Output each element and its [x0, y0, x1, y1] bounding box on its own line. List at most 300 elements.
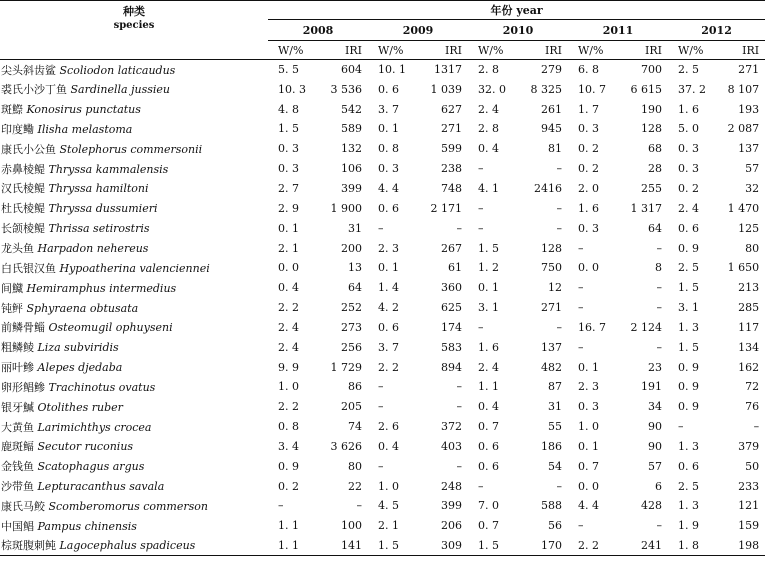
- species-cell: [0, 60, 268, 80]
- iri-cell: 64: [348, 281, 362, 295]
- iri-cell: 2 171: [430, 201, 462, 215]
- species-name-zh: 丽叶鲹: [1, 361, 34, 375]
- species-name-zh: 长颌棱鳀: [1, 222, 45, 236]
- w-percent-cell: 1. 5: [478, 241, 499, 255]
- w-percent-cell: 9. 9: [278, 360, 299, 374]
- w-percent-cell: 10. 1: [378, 63, 406, 77]
- w-percent-cell: –: [478, 320, 484, 334]
- species-name-zh: 汉氏棱鳀: [1, 182, 45, 196]
- iri-cell: 2 087: [727, 122, 760, 136]
- species-header-zh: 种类: [123, 5, 145, 18]
- w-percent-cell: –: [378, 459, 384, 473]
- iri-cell: 68: [648, 142, 662, 156]
- w-percent-cell: 3. 1: [678, 301, 699, 315]
- w-percent-cell: 0. 8: [278, 420, 299, 434]
- species-name-latin: Thryssa hamiltoni: [48, 182, 149, 196]
- w-percent-cell: 0. 6: [478, 459, 499, 473]
- species-name-zh: 鹿斑鲾: [1, 440, 34, 454]
- w-percent-cell: 0. 7: [478, 420, 499, 434]
- iri-cell: 1 900: [330, 201, 362, 215]
- w-percent-cell: 2. 2: [578, 538, 599, 552]
- iri-cell: 372: [441, 420, 462, 434]
- iri-cell: 8 325: [530, 82, 562, 96]
- w-percent-cell: 0. 3: [578, 122, 599, 136]
- w-percent-cell: 37. 2: [678, 82, 706, 96]
- table-row: [0, 278, 765, 298]
- w-percent-cell: 0. 6: [678, 459, 699, 473]
- w-percent-cell: –: [478, 479, 484, 493]
- w-percent-cell: 2. 8: [478, 122, 499, 136]
- w-percent-cell: 0. 1: [578, 360, 599, 374]
- w-percent-cell: 1. 2: [478, 261, 499, 275]
- iri-cell: –: [753, 420, 760, 434]
- w-percent-cell: 5. 0: [678, 122, 699, 136]
- iri-cell: 241: [641, 538, 662, 552]
- w-percent-cell: 4. 4: [378, 181, 399, 195]
- w-percent-cell: 0. 3: [678, 162, 699, 176]
- species-name-latin: Scatophagus argus: [37, 460, 145, 474]
- species-name-latin: Trachinotus ovatus: [48, 380, 156, 394]
- w-percent-cell: 2. 1: [278, 241, 299, 255]
- species-name-zh: 裘氏小沙丁鱼: [1, 83, 67, 97]
- w-percent-cell: 2. 5: [678, 261, 699, 275]
- table-row: [0, 397, 765, 417]
- species-name-latin: Sphyraena obtusata: [26, 301, 139, 315]
- w-percent-cell: 1. 9: [678, 519, 699, 533]
- iri-cell: –: [456, 380, 462, 394]
- iri-cell: 599: [441, 142, 462, 156]
- species-name-zh: 尖头斜齿鲨: [1, 63, 56, 77]
- iri-cell: 80: [745, 241, 760, 255]
- iri-cell: –: [556, 221, 562, 235]
- species-cell: [0, 337, 268, 357]
- species-cell: [0, 536, 268, 556]
- species-cell: [0, 437, 268, 457]
- iri-cell: 1 039: [430, 82, 462, 96]
- w-percent-cell: –: [578, 241, 584, 255]
- table-row: [0, 60, 765, 80]
- table-row: [0, 139, 765, 159]
- year-header-2010: 2010: [468, 20, 568, 41]
- species-cell: [0, 317, 268, 337]
- iri-cell: 542: [341, 102, 362, 116]
- species-name-latin: Thryssa dussumieri: [48, 202, 158, 216]
- species-cell: [0, 397, 268, 417]
- w-percent-cell: –: [678, 420, 684, 434]
- w-percent-cell: 1. 3: [678, 499, 699, 513]
- species-cell: [0, 139, 268, 159]
- year-header-2008: 2008: [268, 20, 368, 41]
- iri-cell: 32: [745, 181, 760, 195]
- species-cell: [0, 476, 268, 496]
- w-percent-cell: 0. 1: [578, 439, 599, 453]
- w-percent-cell: 32. 0: [478, 82, 506, 96]
- species-name-zh: 印度鳓: [1, 122, 34, 136]
- w-percent-cell: –: [578, 301, 584, 315]
- iri-cell: 190: [641, 102, 662, 116]
- w-percent-cell: 0. 0: [578, 261, 599, 275]
- iri-cell: 87: [548, 380, 562, 394]
- species-name-latin: Sardinella jussieu: [70, 83, 170, 97]
- iri-cell: 1 317: [630, 201, 662, 215]
- iri-cell: 31: [348, 221, 362, 235]
- w-percent-cell: 2. 2: [278, 400, 299, 414]
- w-percent-cell: 0. 4: [378, 439, 399, 453]
- iri-cell: 28: [648, 162, 662, 176]
- species-name-zh: 银牙鰔: [1, 400, 34, 414]
- iri-cell: 206: [441, 519, 462, 533]
- species-cell: [0, 298, 268, 318]
- iri-cell: 205: [341, 400, 362, 414]
- iri-cell: 56: [548, 519, 562, 533]
- iri-cell: 238: [441, 162, 462, 176]
- iri-cell: 50: [745, 459, 760, 473]
- w-percent-cell: 2. 5: [678, 63, 699, 77]
- w-percent-cell: –: [378, 221, 384, 235]
- iri-cell: 403: [441, 439, 462, 453]
- iri-cell: 134: [738, 340, 760, 354]
- iri-cell: 90: [648, 439, 662, 453]
- w-percent-cell: 1. 5: [278, 122, 299, 136]
- iri-cell: 700: [641, 63, 662, 77]
- w-percent-cell: 0. 4: [478, 142, 499, 156]
- w-percent-cell: 0. 1: [278, 221, 299, 235]
- species-name-latin: Scomberomorus commerson: [48, 499, 208, 513]
- table-row: [0, 179, 765, 199]
- iri-cell: 945: [541, 122, 562, 136]
- w-percent-cell: –: [478, 201, 484, 215]
- species-cell: [0, 417, 268, 437]
- w-percent-cell: 2. 0: [578, 181, 599, 195]
- iri-cell: 399: [441, 499, 462, 513]
- w-percent-cell: –: [378, 400, 384, 414]
- iri-cell: 90: [648, 420, 662, 434]
- w-percent-cell: 5. 5: [278, 63, 299, 77]
- species-cell: [0, 119, 268, 139]
- table-row: [0, 456, 765, 476]
- iri-cell: 80: [348, 459, 362, 473]
- species-name-latin: Stolephorus commersonii: [59, 142, 203, 156]
- iri-cell: 57: [648, 459, 662, 473]
- species-name-latin: Hemiramphus intermedius: [26, 281, 177, 295]
- species-cell: [0, 357, 268, 377]
- iri-cell: 583: [441, 340, 462, 354]
- iri-cell: 12: [548, 281, 562, 295]
- species-name-zh: 中国鲳: [1, 519, 34, 533]
- table-row: [0, 119, 765, 139]
- species-name-latin: Thrissa setirostris: [48, 222, 150, 236]
- w-percent-cell: 1. 5: [478, 538, 499, 552]
- iri-cell: 273: [341, 320, 362, 334]
- w-percent-cell: 1. 6: [478, 340, 499, 354]
- species-cell: [0, 456, 268, 476]
- w-percent-cell: 0. 3: [678, 142, 699, 156]
- iri-cell: 191: [641, 380, 662, 394]
- w-percent-cell: 1. 1: [278, 519, 299, 533]
- iri-cell: 399: [341, 181, 362, 195]
- w-percent-cell: 3. 1: [478, 301, 499, 315]
- species-cell: [0, 496, 268, 516]
- w-percent-cell: 1. 5: [678, 340, 699, 354]
- iri-cell: 61: [448, 261, 462, 275]
- w-percent-cell: 2. 4: [478, 102, 499, 116]
- iri-cell: 625: [441, 301, 462, 315]
- w-percent-cell: 2. 8: [478, 63, 499, 77]
- w-percent-cell: 0. 2: [678, 181, 699, 195]
- w-percent-cell: 4. 1: [478, 181, 499, 195]
- w-percent-cell: 1. 6: [578, 201, 599, 215]
- species-cell: [0, 516, 268, 536]
- iri-cell: 1 650: [727, 261, 760, 275]
- w-percent-cell: 16. 7: [578, 320, 606, 334]
- w-percent-header-2012: W/%: [668, 41, 716, 60]
- species-cell: [0, 238, 268, 258]
- iri-cell: 6 615: [630, 82, 662, 96]
- table-row: [0, 298, 765, 318]
- w-percent-cell: 1. 8: [678, 538, 699, 552]
- w-percent-header-2008: W/%: [268, 41, 318, 60]
- iri-cell: 128: [541, 241, 562, 255]
- iri-cell: 137: [541, 340, 562, 354]
- iri-cell: 86: [348, 380, 362, 394]
- w-percent-cell: 0. 4: [278, 281, 299, 295]
- iri-header-2011: IRI: [618, 41, 668, 60]
- w-percent-cell: –: [278, 499, 284, 513]
- table-row: [0, 476, 765, 496]
- w-percent-cell: 0. 9: [678, 241, 699, 255]
- iri-cell: –: [656, 301, 662, 315]
- w-percent-cell: 0. 9: [678, 380, 699, 394]
- iri-cell: 57: [745, 162, 760, 176]
- iri-cell: 81: [548, 142, 562, 156]
- w-percent-header-2011: W/%: [568, 41, 618, 60]
- species-name-latin: Ilisha melastoma: [37, 122, 133, 136]
- w-percent-cell: 3. 4: [278, 439, 299, 453]
- w-percent-cell: 1. 4: [378, 281, 399, 295]
- w-percent-cell: 0. 4: [478, 400, 499, 414]
- iri-header-2012: IRI: [716, 41, 765, 60]
- w-percent-cell: 0. 2: [578, 162, 599, 176]
- iri-cell: 22: [348, 479, 362, 493]
- iri-cell: 64: [648, 221, 662, 235]
- iri-cell: 106: [341, 162, 362, 176]
- species-name-zh: 前鳞骨鲻: [1, 321, 45, 335]
- iri-cell: 252: [341, 301, 362, 315]
- table-row: [0, 496, 765, 516]
- iri-cell: 74: [348, 420, 362, 434]
- iri-cell: 23: [648, 360, 662, 374]
- w-percent-cell: 2. 2: [278, 301, 299, 315]
- table-row: [0, 357, 765, 377]
- w-percent-cell: 7. 0: [478, 499, 499, 513]
- w-percent-cell: 2. 4: [678, 201, 699, 215]
- w-percent-cell: 0. 3: [278, 142, 299, 156]
- w-percent-cell: 2. 4: [278, 320, 299, 334]
- iri-cell: 894: [441, 360, 462, 374]
- iri-cell: 588: [541, 499, 562, 513]
- species-cell: [0, 258, 268, 278]
- w-percent-cell: 0. 0: [578, 479, 599, 493]
- w-percent-cell: 0. 3: [378, 162, 399, 176]
- w-percent-cell: 10. 7: [578, 82, 606, 96]
- table-row: [0, 437, 765, 457]
- w-percent-cell: 1. 5: [378, 538, 399, 552]
- iri-cell: 174: [441, 320, 462, 334]
- w-percent-cell: 1. 7: [578, 102, 599, 116]
- iri-cell: 428: [641, 499, 662, 513]
- species-name-latin: Lepturacanthus savala: [37, 480, 165, 494]
- iri-cell: 162: [738, 360, 760, 374]
- species-name-latin: Thryssa kammalensis: [48, 162, 169, 176]
- w-percent-cell: 0. 2: [278, 479, 299, 493]
- table-row: [0, 238, 765, 258]
- w-percent-cell: 0. 6: [378, 320, 399, 334]
- w-percent-header-2010: W/%: [468, 41, 518, 60]
- w-percent-cell: 0. 7: [578, 459, 599, 473]
- iri-cell: 55: [548, 420, 562, 434]
- species-name-zh: 沙带鱼: [1, 480, 34, 494]
- w-percent-cell: 6. 8: [578, 63, 599, 77]
- species-cell: [0, 377, 268, 397]
- species-name-zh: 龙头鱼: [1, 242, 34, 256]
- w-percent-cell: 4. 4: [578, 499, 599, 513]
- iri-cell: –: [556, 201, 562, 215]
- iri-cell: 100: [341, 519, 362, 533]
- iri-cell: –: [456, 459, 462, 473]
- iri-cell: 271: [541, 301, 562, 315]
- w-percent-cell: 2. 7: [278, 181, 299, 195]
- w-percent-cell: 0. 9: [678, 400, 699, 414]
- species-name-zh: 赤鼻棱鳀: [1, 162, 45, 176]
- iri-cell: 141: [341, 538, 362, 552]
- iri-cell: 233: [738, 479, 760, 493]
- iri-cell: 128: [641, 122, 662, 136]
- iri-cell: 125: [738, 221, 760, 235]
- table-row: [0, 516, 765, 536]
- w-percent-cell: –: [578, 281, 584, 295]
- species-name-zh: 钝鲆: [1, 301, 23, 315]
- w-percent-cell: 0. 3: [278, 162, 299, 176]
- w-percent-cell: 0. 6: [478, 439, 499, 453]
- iri-cell: 34: [648, 400, 662, 414]
- w-percent-cell: 0. 2: [578, 142, 599, 156]
- species-name-latin: Pampus chinensis: [37, 519, 137, 533]
- iri-cell: 589: [341, 122, 362, 136]
- iri-cell: –: [656, 241, 662, 255]
- w-percent-cell: 1. 6: [678, 102, 699, 116]
- w-percent-header-2009: W/%: [368, 41, 418, 60]
- w-percent-cell: –: [578, 519, 584, 533]
- iri-cell: 76: [745, 400, 760, 414]
- w-percent-cell: 3. 7: [378, 340, 399, 354]
- w-percent-cell: 1. 0: [278, 380, 299, 394]
- iri-cell: 482: [541, 360, 562, 374]
- iri-cell: 8 107: [727, 82, 760, 96]
- table-row: [0, 317, 765, 337]
- iri-cell: 159: [738, 519, 760, 533]
- table-row: [0, 417, 765, 437]
- iri-cell: 2 124: [630, 320, 662, 334]
- species-name-latin: Hypoatherina valenciennei: [59, 261, 210, 275]
- w-percent-cell: 1. 3: [678, 320, 699, 334]
- table-body: [0, 60, 765, 556]
- w-percent-cell: 0. 9: [678, 360, 699, 374]
- w-percent-cell: 0. 6: [378, 82, 399, 96]
- iri-cell: 261: [541, 102, 562, 116]
- species-name-zh: 金钱鱼: [1, 460, 34, 474]
- iri-cell: 279: [541, 63, 562, 77]
- w-percent-cell: 1. 0: [578, 420, 599, 434]
- w-percent-cell: 0. 6: [678, 221, 699, 235]
- iri-cell: –: [356, 499, 362, 513]
- species-name-zh: 斑鰶: [1, 103, 23, 117]
- w-percent-cell: 0. 1: [478, 281, 499, 295]
- species-name-latin: Lagocephalus spadiceus: [59, 539, 196, 553]
- iri-cell: 132: [341, 142, 362, 156]
- species-name-latin: Liza subviridis: [37, 341, 119, 355]
- table-row: [0, 79, 765, 99]
- iri-cell: 193: [738, 102, 760, 116]
- iri-cell: 271: [738, 63, 760, 77]
- iri-cell: 8: [655, 261, 662, 275]
- iri-cell: 604: [341, 63, 362, 77]
- species-name-zh: 白氏银汉鱼: [1, 261, 56, 275]
- w-percent-cell: 2. 1: [378, 519, 399, 533]
- table-row: [0, 198, 765, 218]
- iri-cell: –: [556, 479, 562, 493]
- iri-cell: 271: [441, 122, 462, 136]
- iri-cell: 170: [541, 538, 562, 552]
- iri-cell: 198: [738, 538, 760, 552]
- year-header-2012: 2012: [668, 20, 765, 41]
- species-name-zh: 杜氏棱鳀: [1, 202, 45, 216]
- iri-cell: –: [556, 162, 562, 176]
- species-name-zh: 间鱵: [1, 281, 23, 295]
- w-percent-cell: 2. 6: [378, 420, 399, 434]
- w-percent-cell: 0. 9: [278, 459, 299, 473]
- iri-cell: 360: [441, 281, 462, 295]
- iri-cell: 6: [655, 479, 662, 493]
- w-percent-cell: 2. 4: [278, 340, 299, 354]
- year-header-2009: 2009: [368, 20, 468, 41]
- iri-cell: –: [656, 281, 662, 295]
- iri-cell: 627: [441, 102, 462, 116]
- iri-cell: 748: [441, 181, 462, 195]
- species-cell: [0, 159, 268, 179]
- w-percent-cell: 2. 4: [478, 360, 499, 374]
- species-name-latin: Harpadon nehereus: [37, 242, 149, 256]
- iri-cell: 121: [738, 499, 760, 513]
- w-percent-cell: –: [478, 162, 484, 176]
- w-percent-cell: 1. 5: [678, 281, 699, 295]
- w-percent-cell: 0. 1: [378, 122, 399, 136]
- iri-cell: 309: [441, 538, 462, 552]
- species-name-zh: 卵形鲳鲹: [1, 380, 45, 394]
- species-name-latin: Osteomugil ophuyseni: [48, 321, 173, 335]
- iri-cell: 750: [541, 261, 562, 275]
- species-name-zh: 大黄鱼: [1, 420, 34, 434]
- species-name-zh: 康氏小公鱼: [1, 142, 56, 156]
- iri-cell: 54: [548, 459, 562, 473]
- iri-cell: 200: [341, 241, 362, 255]
- iri-cell: –: [656, 340, 662, 354]
- species-cell: [0, 79, 268, 99]
- species-header-en: species: [113, 20, 155, 31]
- w-percent-cell: 1. 1: [478, 380, 499, 394]
- w-percent-cell: 10. 3: [278, 82, 306, 96]
- species-cell: [0, 179, 268, 199]
- w-percent-cell: 2. 9: [278, 201, 299, 215]
